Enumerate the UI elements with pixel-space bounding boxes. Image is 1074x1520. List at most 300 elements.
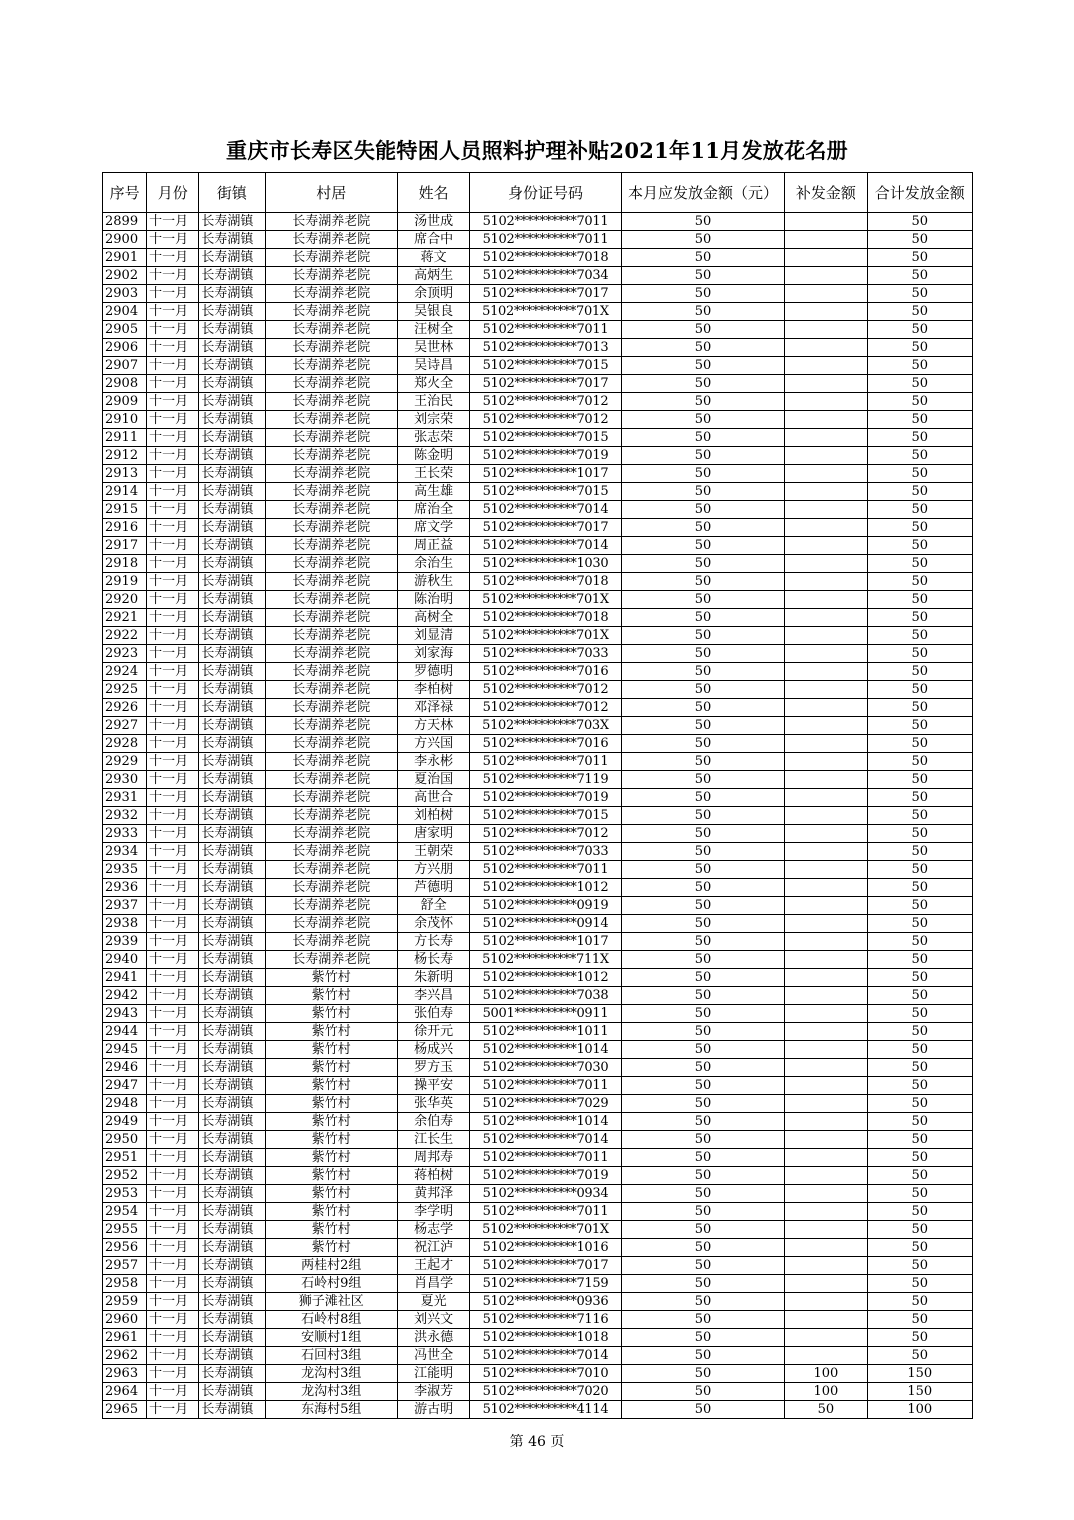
month-cell: 十一月 (147, 285, 199, 303)
due-amount-cell: 50 (621, 447, 785, 465)
total-amount-cell: 50 (867, 1113, 972, 1131)
due-amount-cell: 50 (621, 1077, 785, 1095)
name-cell: 陈金明 (397, 447, 469, 465)
town-cell: 长寿湖镇 (199, 789, 265, 807)
month-cell: 十一月 (147, 483, 199, 501)
name-cell: 蒋柏树 (397, 1167, 469, 1185)
due-amount-cell: 50 (621, 1329, 785, 1347)
due-amount-cell: 50 (621, 213, 785, 231)
village-cell: 长寿湖养老院 (265, 843, 397, 861)
total-amount-cell: 50 (867, 555, 972, 573)
month-cell: 十一月 (147, 1329, 199, 1347)
month-cell: 十一月 (147, 609, 199, 627)
village-cell: 长寿湖养老院 (265, 375, 397, 393)
name-cell: 汤世成 (397, 213, 469, 231)
id-number-cell: 5102**********7018 (470, 249, 622, 267)
table-row (103, 1185, 973, 1203)
table-row (103, 1347, 973, 1365)
town-cell: 长寿湖镇 (199, 303, 265, 321)
town-cell: 长寿湖镇 (199, 1095, 265, 1113)
village-cell: 长寿湖养老院 (265, 519, 397, 537)
due-amount-cell: 50 (621, 555, 785, 573)
town-cell: 长寿湖镇 (199, 1347, 265, 1365)
extra-amount-cell (785, 843, 867, 861)
name-cell: 陈治明 (397, 591, 469, 609)
town-cell: 长寿湖镇 (199, 1149, 265, 1167)
name-cell: 李柏树 (397, 681, 469, 699)
total-amount-cell: 50 (867, 411, 972, 429)
village-cell: 紫竹村 (265, 1077, 397, 1095)
town-cell: 长寿湖镇 (199, 249, 265, 267)
total-amount-cell: 50 (867, 645, 972, 663)
table-row (103, 1167, 973, 1185)
name-cell: 舒全 (397, 897, 469, 915)
month-cell: 十一月 (147, 915, 199, 933)
month-cell: 十一月 (147, 897, 199, 915)
extra-amount-cell (785, 339, 867, 357)
id-number-cell: 5102**********1011 (470, 1023, 622, 1041)
id-number-cell: 5102**********7017 (470, 285, 622, 303)
month-cell: 十一月 (147, 1203, 199, 1221)
town-cell: 长寿湖镇 (199, 1221, 265, 1239)
seq-cell: 2965 (103, 1401, 147, 1419)
month-cell: 十一月 (147, 843, 199, 861)
extra-amount-cell (785, 267, 867, 285)
extra-amount-cell (785, 1077, 867, 1095)
due-amount-cell: 50 (621, 1275, 785, 1293)
name-cell: 余茂怀 (397, 915, 469, 933)
month-cell: 十一月 (147, 879, 199, 897)
id-number-cell: 5102**********7014 (470, 1347, 622, 1365)
month-cell: 十一月 (147, 303, 199, 321)
extra-amount-cell (785, 681, 867, 699)
seq-cell: 2907 (103, 357, 147, 375)
due-amount-cell: 50 (621, 1005, 785, 1023)
due-amount-cell: 50 (621, 429, 785, 447)
name-cell: 游秋生 (397, 573, 469, 591)
extra-amount-cell (785, 213, 867, 231)
month-cell: 十一月 (147, 1257, 199, 1275)
month-cell: 十一月 (147, 645, 199, 663)
table-row (103, 951, 973, 969)
id-number-cell: 5001**********0911 (470, 1005, 622, 1023)
seq-cell: 2923 (103, 645, 147, 663)
due-amount-cell: 50 (621, 1113, 785, 1131)
month-cell: 十一月 (147, 1005, 199, 1023)
village-cell: 长寿湖养老院 (265, 681, 397, 699)
total-amount-cell: 50 (867, 735, 972, 753)
town-cell: 长寿湖镇 (199, 969, 265, 987)
total-amount-cell: 50 (867, 1257, 972, 1275)
extra-amount-cell (785, 1257, 867, 1275)
total-amount-cell: 50 (867, 537, 972, 555)
name-cell: 李兴昌 (397, 987, 469, 1005)
month-cell: 十一月 (147, 951, 199, 969)
table-row (103, 681, 973, 699)
table-row (103, 285, 973, 303)
due-amount-cell: 50 (621, 267, 785, 285)
id-number-cell: 5102**********7011 (470, 231, 622, 249)
village-cell: 长寿湖养老院 (265, 591, 397, 609)
seq-cell: 2932 (103, 807, 147, 825)
month-cell: 十一月 (147, 753, 199, 771)
name-cell: 席治全 (397, 501, 469, 519)
id-number-cell: 5102**********7017 (470, 375, 622, 393)
town-cell: 长寿湖镇 (199, 573, 265, 591)
seq-cell: 2945 (103, 1041, 147, 1059)
due-amount-cell: 50 (621, 357, 785, 375)
extra-amount-cell (785, 321, 867, 339)
total-amount-cell: 50 (867, 807, 972, 825)
id-number-cell: 5102**********701X (470, 591, 622, 609)
due-amount-cell: 50 (621, 627, 785, 645)
month-cell: 十一月 (147, 681, 199, 699)
village-cell: 长寿湖养老院 (265, 645, 397, 663)
total-amount-cell: 150 (867, 1383, 972, 1401)
total-amount-cell: 50 (867, 357, 972, 375)
total-amount-cell: 50 (867, 267, 972, 285)
village-cell: 长寿湖养老院 (265, 501, 397, 519)
name-cell: 张伯寿 (397, 1005, 469, 1023)
table-row (103, 1221, 973, 1239)
total-amount-cell: 50 (867, 879, 972, 897)
extra-amount-cell (785, 1239, 867, 1257)
extra-amount-cell (785, 825, 867, 843)
town-cell: 长寿湖镇 (199, 825, 265, 843)
seq-cell: 2903 (103, 285, 147, 303)
due-amount-cell: 50 (621, 699, 785, 717)
extra-amount-cell (785, 663, 867, 681)
id-number-cell: 5102**********0914 (470, 915, 622, 933)
name-cell: 芦德明 (397, 879, 469, 897)
village-cell: 长寿湖养老院 (265, 231, 397, 249)
id-number-cell: 5102**********1017 (470, 933, 622, 951)
town-cell: 长寿湖镇 (199, 1077, 265, 1095)
total-amount-cell: 50 (867, 1203, 972, 1221)
table-row (103, 1203, 973, 1221)
village-cell: 龙沟村3组 (265, 1365, 397, 1383)
table-row (103, 1365, 973, 1383)
village-cell: 紫竹村 (265, 1149, 397, 1167)
village-cell: 长寿湖养老院 (265, 861, 397, 879)
due-amount-cell: 50 (621, 681, 785, 699)
extra-amount-cell (785, 699, 867, 717)
month-cell: 十一月 (147, 1059, 199, 1077)
extra-amount-cell (785, 573, 867, 591)
extra-amount-cell (785, 1023, 867, 1041)
extra-amount-cell (785, 1131, 867, 1149)
month-cell: 十一月 (147, 321, 199, 339)
name-cell: 罗德明 (397, 663, 469, 681)
name-cell: 朱新明 (397, 969, 469, 987)
table-row (103, 969, 973, 987)
name-cell: 江长生 (397, 1131, 469, 1149)
due-amount-cell: 50 (621, 1059, 785, 1077)
month-cell: 十一月 (147, 1041, 199, 1059)
due-amount-cell: 50 (621, 231, 785, 249)
extra-amount-cell (785, 771, 867, 789)
village-cell: 龙沟村3组 (265, 1383, 397, 1401)
name-cell: 李淑芳 (397, 1383, 469, 1401)
total-amount-cell: 50 (867, 249, 972, 267)
extra-amount-cell (785, 861, 867, 879)
id-number-cell: 5102**********7019 (470, 447, 622, 465)
table-row (103, 1005, 973, 1023)
id-number-cell: 5102**********7020 (470, 1383, 622, 1401)
id-number-cell: 5102**********7011 (470, 1077, 622, 1095)
table-row (103, 753, 973, 771)
table-row (103, 573, 973, 591)
month-cell: 十一月 (147, 375, 199, 393)
name-cell: 刘显清 (397, 627, 469, 645)
id-number-cell: 5102**********7015 (470, 483, 622, 501)
seq-cell: 2904 (103, 303, 147, 321)
table-row (103, 411, 973, 429)
name-cell: 余治生 (397, 555, 469, 573)
town-cell: 长寿湖镇 (199, 1203, 265, 1221)
table-row (103, 897, 973, 915)
village-cell: 紫竹村 (265, 1005, 397, 1023)
month-cell: 十一月 (147, 411, 199, 429)
table-row (103, 555, 973, 573)
name-cell: 高世合 (397, 789, 469, 807)
extra-amount-cell (785, 591, 867, 609)
table-row (103, 1113, 973, 1131)
name-cell: 祝江泸 (397, 1239, 469, 1257)
seq-cell: 2944 (103, 1023, 147, 1041)
seq-cell: 2910 (103, 411, 147, 429)
village-cell: 长寿湖养老院 (265, 771, 397, 789)
table-row (103, 789, 973, 807)
subsidy-roster-table (102, 172, 973, 1419)
name-cell: 方天林 (397, 717, 469, 735)
id-number-cell: 5102**********4114 (470, 1401, 622, 1419)
total-amount-cell: 50 (867, 1347, 972, 1365)
due-amount-cell: 50 (621, 663, 785, 681)
total-amount-cell: 50 (867, 699, 972, 717)
total-amount-cell: 50 (867, 1059, 972, 1077)
name-cell: 刘兴文 (397, 1311, 469, 1329)
page-title: 重庆市长寿区失能特困人员照料护理补贴2021年11月发放花名册 (226, 138, 848, 163)
total-amount-cell: 50 (867, 1311, 972, 1329)
id-number-cell: 5102**********7016 (470, 735, 622, 753)
due-amount-cell: 50 (621, 987, 785, 1005)
table-body (103, 213, 973, 1419)
total-amount-cell: 50 (867, 393, 972, 411)
id-number-cell: 5102**********7013 (470, 339, 622, 357)
due-amount-cell: 50 (621, 321, 785, 339)
due-amount-cell: 50 (621, 933, 785, 951)
extra-amount-cell (785, 519, 867, 537)
month-cell: 十一月 (147, 213, 199, 231)
month-cell: 十一月 (147, 699, 199, 717)
month-cell: 十一月 (147, 1131, 199, 1149)
name-cell: 蒋文 (397, 249, 469, 267)
total-amount-cell: 50 (867, 969, 972, 987)
name-cell: 张志荣 (397, 429, 469, 447)
seq-cell: 2962 (103, 1347, 147, 1365)
header-name: 姓名 (397, 173, 469, 213)
total-amount-cell: 50 (867, 1293, 972, 1311)
seq-cell: 2942 (103, 987, 147, 1005)
town-cell: 长寿湖镇 (199, 501, 265, 519)
name-cell: 高生雄 (397, 483, 469, 501)
table-row (103, 825, 973, 843)
total-amount-cell: 50 (867, 987, 972, 1005)
village-cell: 长寿湖养老院 (265, 465, 397, 483)
town-cell: 长寿湖镇 (199, 393, 265, 411)
total-amount-cell: 50 (867, 447, 972, 465)
extra-amount-cell (785, 915, 867, 933)
id-number-cell: 5102**********701X (470, 627, 622, 645)
table-row (103, 645, 973, 663)
id-number-cell: 5102**********7015 (470, 807, 622, 825)
id-number-cell: 5102**********7011 (470, 753, 622, 771)
name-cell: 杨成兴 (397, 1041, 469, 1059)
town-cell: 长寿湖镇 (199, 1383, 265, 1401)
total-amount-cell: 50 (867, 501, 972, 519)
due-amount-cell: 50 (621, 1221, 785, 1239)
table-row (103, 1311, 973, 1329)
extra-amount-cell (785, 879, 867, 897)
seq-cell: 2912 (103, 447, 147, 465)
id-number-cell: 5102**********7011 (470, 213, 622, 231)
month-cell: 十一月 (147, 465, 199, 483)
table-row (103, 393, 973, 411)
month-cell: 十一月 (147, 249, 199, 267)
town-cell: 长寿湖镇 (199, 519, 265, 537)
town-cell: 长寿湖镇 (199, 1023, 265, 1041)
seq-cell: 2900 (103, 231, 147, 249)
name-cell: 操平安 (397, 1077, 469, 1095)
total-amount-cell: 50 (867, 483, 972, 501)
extra-amount-cell (785, 753, 867, 771)
seq-cell: 2926 (103, 699, 147, 717)
total-amount-cell: 50 (867, 1167, 972, 1185)
village-cell: 长寿湖养老院 (265, 267, 397, 285)
name-cell: 刘柏树 (397, 807, 469, 825)
name-cell: 唐家明 (397, 825, 469, 843)
town-cell: 长寿湖镇 (199, 1185, 265, 1203)
extra-amount-cell (785, 1185, 867, 1203)
village-cell: 长寿湖养老院 (265, 303, 397, 321)
town-cell: 长寿湖镇 (199, 1329, 265, 1347)
due-amount-cell: 50 (621, 1239, 785, 1257)
name-cell: 席合中 (397, 231, 469, 249)
seq-cell: 2908 (103, 375, 147, 393)
due-amount-cell: 50 (621, 771, 785, 789)
due-amount-cell: 50 (621, 879, 785, 897)
month-cell: 十一月 (147, 717, 199, 735)
village-cell: 东海村5组 (265, 1401, 397, 1419)
table-row (103, 213, 973, 231)
month-cell: 十一月 (147, 447, 199, 465)
extra-amount-cell (785, 1149, 867, 1167)
town-cell: 长寿湖镇 (199, 411, 265, 429)
month-cell: 十一月 (147, 1221, 199, 1239)
total-amount-cell: 50 (867, 663, 972, 681)
due-amount-cell: 50 (621, 609, 785, 627)
town-cell: 长寿湖镇 (199, 1041, 265, 1059)
month-cell: 十一月 (147, 267, 199, 285)
total-amount-cell: 50 (867, 573, 972, 591)
extra-amount-cell (785, 1203, 867, 1221)
town-cell: 长寿湖镇 (199, 1257, 265, 1275)
town-cell: 长寿湖镇 (199, 375, 265, 393)
total-amount-cell: 50 (867, 1095, 972, 1113)
month-cell: 十一月 (147, 519, 199, 537)
extra-amount-cell (785, 609, 867, 627)
town-cell: 长寿湖镇 (199, 879, 265, 897)
month-cell: 十一月 (147, 357, 199, 375)
table-row (103, 1095, 973, 1113)
name-cell: 洪永德 (397, 1329, 469, 1347)
seq-cell: 2914 (103, 483, 147, 501)
total-amount-cell: 50 (867, 1131, 972, 1149)
month-cell: 十一月 (147, 1167, 199, 1185)
table-row (103, 1239, 973, 1257)
header-total-amount: 合计发放金额 (867, 173, 972, 213)
due-amount-cell: 50 (621, 915, 785, 933)
name-cell: 王长荣 (397, 465, 469, 483)
town-cell: 长寿湖镇 (199, 609, 265, 627)
due-amount-cell: 50 (621, 1383, 785, 1401)
total-amount-cell: 50 (867, 789, 972, 807)
village-cell: 紫竹村 (265, 1239, 397, 1257)
id-number-cell: 5102**********7033 (470, 645, 622, 663)
month-cell: 十一月 (147, 969, 199, 987)
month-cell: 十一月 (147, 393, 199, 411)
month-cell: 十一月 (147, 735, 199, 753)
name-cell: 江能明 (397, 1365, 469, 1383)
town-cell: 长寿湖镇 (199, 897, 265, 915)
id-number-cell: 5102**********1030 (470, 555, 622, 573)
header-due-amount: 本月应发放金额（元） (621, 173, 785, 213)
month-cell: 十一月 (147, 1293, 199, 1311)
village-cell: 长寿湖养老院 (265, 555, 397, 573)
seq-cell: 2925 (103, 681, 147, 699)
month-cell: 十一月 (147, 1149, 199, 1167)
seq-cell: 2902 (103, 267, 147, 285)
table-row (103, 1257, 973, 1275)
seq-cell: 2947 (103, 1077, 147, 1095)
total-amount-cell: 50 (867, 429, 972, 447)
extra-amount-cell (785, 285, 867, 303)
village-cell: 长寿湖养老院 (265, 609, 397, 627)
id-number-cell: 5102**********7034 (470, 267, 622, 285)
due-amount-cell: 50 (621, 843, 785, 861)
total-amount-cell: 50 (867, 627, 972, 645)
table-row (103, 429, 973, 447)
table-row (103, 915, 973, 933)
seq-cell: 2955 (103, 1221, 147, 1239)
seq-cell: 2906 (103, 339, 147, 357)
due-amount-cell: 50 (621, 1347, 785, 1365)
total-amount-cell: 150 (867, 1365, 972, 1383)
seq-cell: 2940 (103, 951, 147, 969)
id-number-cell: 5102**********7016 (470, 663, 622, 681)
due-amount-cell: 50 (621, 465, 785, 483)
seq-cell: 2924 (103, 663, 147, 681)
table-row (103, 303, 973, 321)
table-row (103, 663, 973, 681)
town-cell: 长寿湖镇 (199, 591, 265, 609)
name-cell: 杨志学 (397, 1221, 469, 1239)
table-row (103, 735, 973, 753)
total-amount-cell: 50 (867, 717, 972, 735)
table-row (103, 1401, 973, 1419)
seq-cell: 2917 (103, 537, 147, 555)
